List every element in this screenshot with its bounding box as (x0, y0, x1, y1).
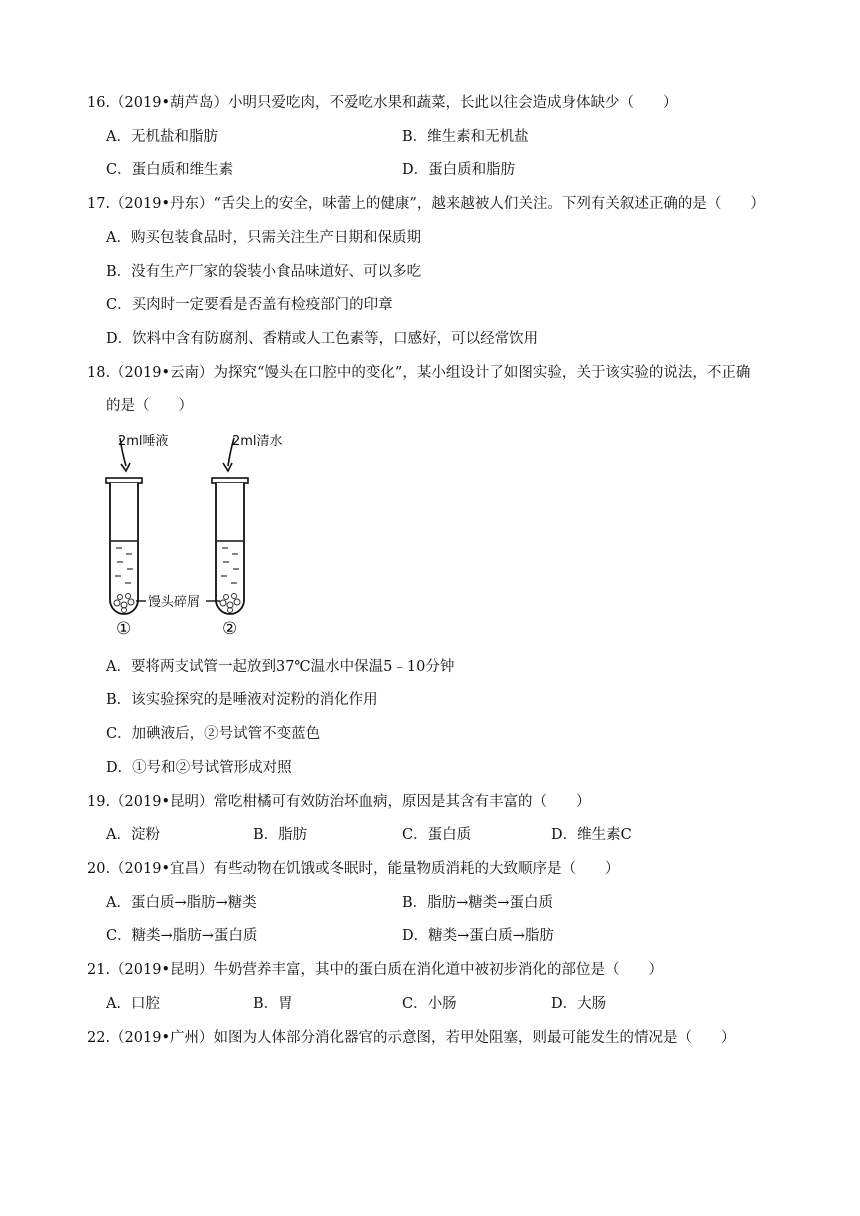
tube2-label: 2ml清水 (232, 434, 283, 449)
question-17-stem: 17.（2019•丹东）“舌尖上的安全，味蕾上的健康”，越来越被人们关注。下列有关叙述正确的是（ ） (87, 196, 765, 212)
question-16-stem: 16.（2019•葫芦岛）小明只爱吃肉，不爱吃水果和蔬菜，长此以往会造成身体缺少（ ） (87, 95, 678, 111)
test-tube-figure (100, 428, 300, 640)
q18-option-c: C．加碘液后，②号试管不变蓝色 (106, 726, 321, 742)
question-21-stem: 21.（2019•昆明）牛奶营养丰富，其中的蛋白质在消化道中被初步消化的部位是（ ） (87, 962, 664, 978)
question-22-stem: 22.（2019•广州）如图为人体部分消化器官的示意图，若甲处阻塞，则最可能发生的情况是（ ） (87, 1030, 736, 1046)
q20-option-b: B．脂肪→糖类→蛋白质 (402, 895, 553, 911)
q16-option-c: C．蛋白质和维生素 (106, 162, 234, 178)
q18-option-a: A．要将两支试管一起放到37℃温水中保温5﹣10分钟 (106, 659, 455, 675)
q19-option-b: B．脂肪 (253, 827, 308, 843)
q16-option-a: A．无机盐和脂肪 (106, 129, 218, 145)
q21-option-c: C．小肠 (402, 996, 457, 1012)
question-18-stem-line1: 18.（2019•云南）为探究“馒头在口腔中的变化”，某小组设计了如图实验，关于该实验的说法，不正确 (87, 365, 751, 381)
q17-option-a: A．购买包装食品时，只需关注生产日期和保质期 (106, 230, 421, 246)
q18-option-b: B．该实验探究的是唾液对淀粉的消化作用 (106, 692, 378, 708)
tube1-label: 2ml唾液 (118, 434, 169, 449)
q20-option-a: A．蛋白质→脂肪→糖类 (106, 895, 257, 911)
tube1-number: ① (116, 619, 132, 639)
q16-option-b: B．维生素和无机盐 (402, 129, 529, 145)
bread-crumbs-label: 馒头碎屑 (148, 595, 201, 610)
q21-option-b: B．胃 (253, 996, 293, 1012)
q17-option-d: D．饮料中含有防腐剂、香精或人工色素等，口感好，可以经常饮用 (106, 331, 539, 347)
q18-option-d: D．①号和②号试管形成对照 (106, 760, 292, 776)
q17-option-c: C．买肉时一定要看是否盖有检疫部门的印章 (106, 297, 393, 313)
q20-option-c: C．糖类→脂肪→蛋白质 (106, 928, 258, 944)
question-18-stem-line2: 的是（ ） (106, 398, 193, 414)
q16-option-d: D．蛋白质和脂肪 (402, 162, 516, 178)
q17-option-b: B．没有生产厂家的袋装小食品味道好、可以多吃 (106, 264, 422, 280)
q19-option-d: D．维生素C (551, 827, 632, 843)
question-19-stem: 19.（2019•昆明）常吃柑橘可有效防治坏血病，原因是其含有丰富的（ ） (87, 794, 591, 810)
test-tube-1 (106, 478, 142, 614)
tube2-arrow (228, 438, 234, 466)
tube2-number: ② (222, 619, 238, 639)
q19-option-a: A．淀粉 (106, 827, 160, 843)
test-tube-2 (212, 478, 248, 614)
q19-option-c: C．蛋白质 (402, 827, 472, 843)
q21-option-a: A．口腔 (106, 996, 160, 1012)
q20-option-d: D．糖类→蛋白质→脂肪 (402, 928, 554, 944)
question-20-stem: 20.（2019•宜昌）有些动物在饥饿或冬眠时，能量物质消耗的大致顺序是（ ） (87, 861, 620, 877)
q21-option-d: D．大肠 (551, 996, 607, 1012)
